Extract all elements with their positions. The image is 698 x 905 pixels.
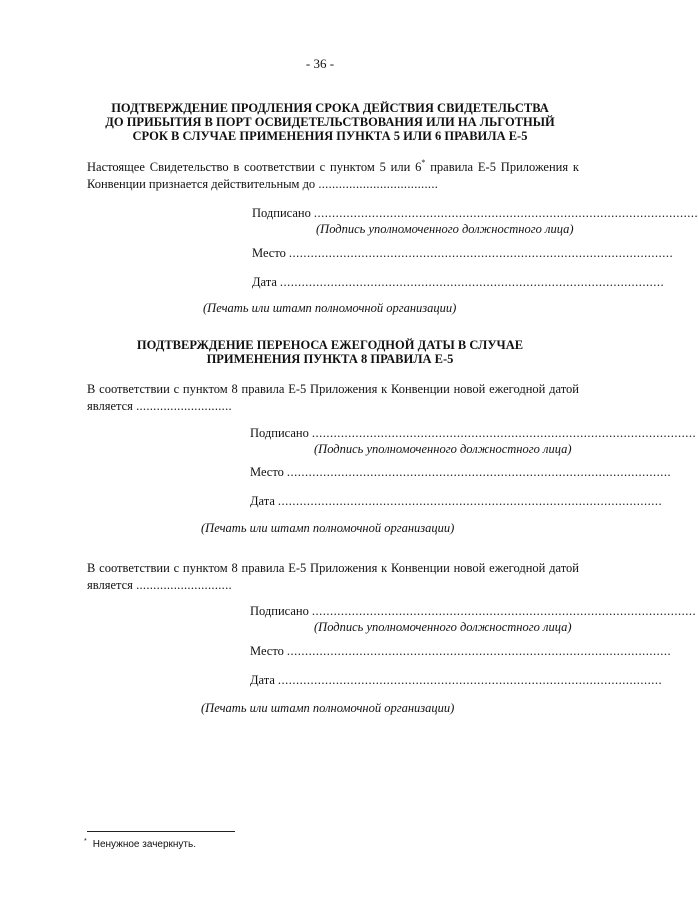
footnote-reference-mark: * xyxy=(421,157,426,167)
place-line xyxy=(250,464,672,480)
section2-heading xyxy=(90,338,570,366)
heading-line: ДО ПРИБЫТИЯ В ПОРТ ОСВИДЕТЕЛЬСТВОВАНИЯ ИЛИ НА ЛЬГОТНЫЙ xyxy=(105,115,555,129)
signature-blank: .......................................................................................................... xyxy=(313,206,698,220)
signed-label: Подписано xyxy=(250,426,309,440)
signature-note: (Подпись уполномоченного должностного лица) xyxy=(314,442,572,456)
seal-note: (Печать или штамп полномочной организации) xyxy=(203,301,457,315)
place-line xyxy=(250,643,672,659)
paragraph-text: правила Е-5 Приложения к Конвенции признается действительным до xyxy=(87,160,579,191)
signature-blank: .......................................................................................................... xyxy=(311,426,697,440)
signature-note: (Подпись уполномоченного должностного лица) xyxy=(316,222,574,236)
section2-paragraph xyxy=(87,381,579,415)
seal-note: (Печать или штамп полномочной организации) xyxy=(201,701,455,715)
seal-note: (Печать или штамп полномочной организации) xyxy=(201,521,455,535)
signed-line xyxy=(250,425,697,441)
blank-date-field: ................................... xyxy=(318,177,439,191)
date-blank: .......................................................................................................... xyxy=(279,275,665,289)
date-label: Дата xyxy=(252,275,277,289)
paragraph-text: Настоящее Свидетельство в соответствии с пунктом 5 или 6 xyxy=(87,160,422,174)
section3-paragraph xyxy=(87,560,579,594)
place-label: Место xyxy=(250,465,284,479)
paragraph-text: В соответствии с пунктом 8 правила Е-5 Приложения к Конвенции новой ежегодной датой является xyxy=(87,382,579,413)
date-blank: .......................................................................................................... xyxy=(277,673,663,687)
place-label: Место xyxy=(252,246,286,260)
footnote-mark: * xyxy=(84,838,87,845)
signature-blank: .......................................................................................................... xyxy=(311,604,697,618)
signed-label: Подписано xyxy=(252,206,311,220)
heading-line: ПОДТВЕРЖДЕНИЕ ПЕРЕНОСА ЕЖЕГОДНОЙ ДАТЫ В СЛУЧАЕ xyxy=(136,338,524,352)
footnote-separator xyxy=(87,831,235,832)
footnote-text: Ненужное зачеркнуть. xyxy=(92,839,196,850)
signed-label: Подписано xyxy=(250,604,309,618)
place-blank: .......................................................................................................... xyxy=(286,644,672,658)
blank-date-field: ............................ xyxy=(136,578,232,592)
heading-line: ПРИМЕНЕНИЯ ПУНКТА 8 ПРАВИЛА Е-5 xyxy=(206,352,454,366)
heading-line: ПОДТВЕРЖДЕНИЕ ПРОДЛЕНИЯ СРОКА ДЕЙСТВИЯ СВИДЕТЕЛЬСТВА xyxy=(111,101,549,115)
signed-line xyxy=(250,603,697,619)
place-blank: .......................................................................................................... xyxy=(286,465,672,479)
date-blank: .......................................................................................................... xyxy=(277,494,663,508)
date-line xyxy=(250,493,663,509)
signature-note: (Подпись уполномоченного должностного лица) xyxy=(314,620,572,634)
paragraph-text: В соответствии с пунктом 8 правила Е-5 Приложения к Конвенции новой ежегодной датой является xyxy=(87,561,579,592)
place-line xyxy=(252,245,674,261)
place-label: Место xyxy=(250,644,284,658)
page-number: - 36 - xyxy=(305,56,335,71)
blank-date-field: ............................ xyxy=(136,399,232,413)
section1-paragraph xyxy=(87,159,579,193)
date-label: Дата xyxy=(250,494,275,508)
section1-heading xyxy=(90,101,570,143)
date-line xyxy=(252,274,665,290)
footnote xyxy=(84,838,196,852)
date-line xyxy=(250,672,663,688)
heading-line: СРОК В СЛУЧАЕ ПРИМЕНЕНИЯ ПУНКТА 5 ИЛИ 6 ПРАВИЛА Е-5 xyxy=(132,129,528,143)
place-blank: .......................................................................................................... xyxy=(288,246,674,260)
date-label: Дата xyxy=(250,673,275,687)
signed-line xyxy=(252,205,698,221)
